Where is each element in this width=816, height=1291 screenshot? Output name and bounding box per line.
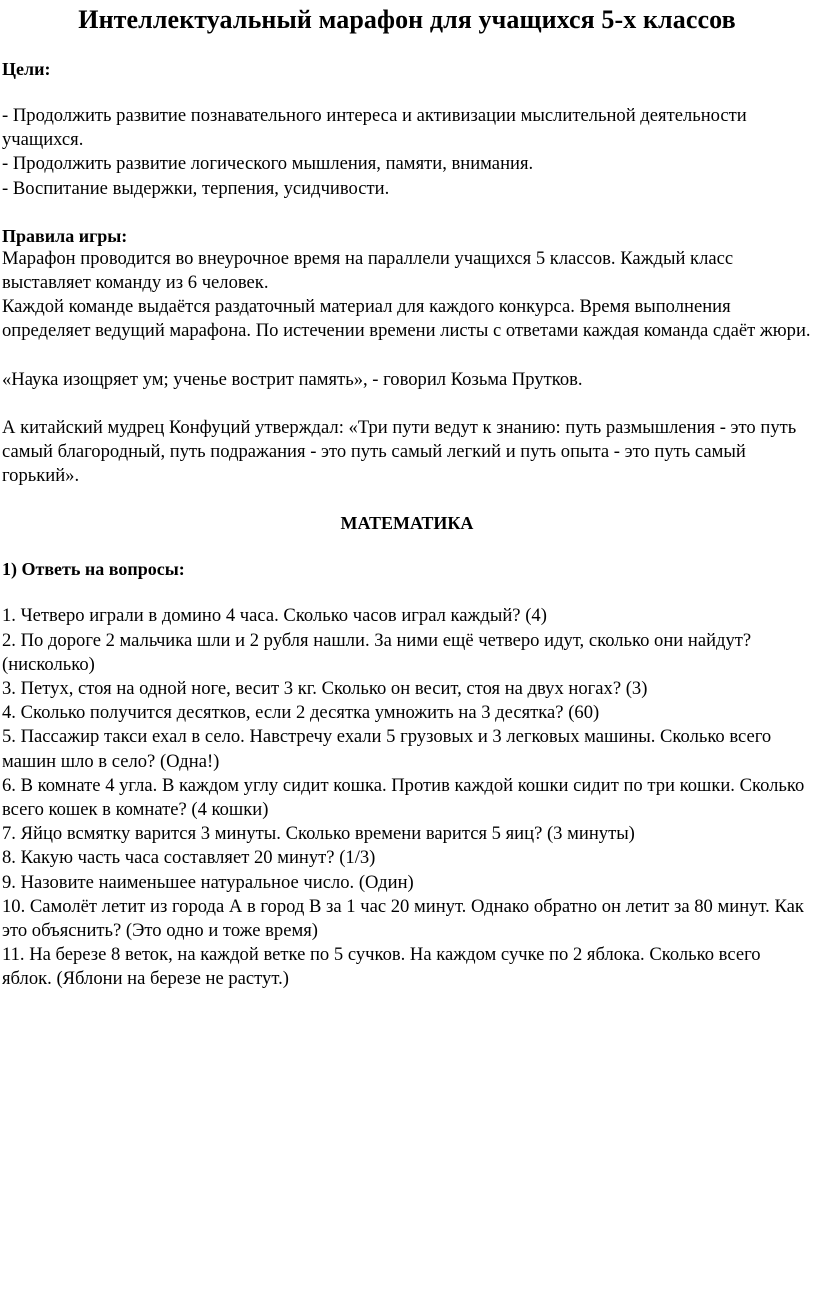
spacer [2, 534, 812, 558]
document-title: Интеллектуальный марафон для учащихся 5-х классов [78, 5, 736, 34]
question-item: 3. Петух, стоя на одной ноге, весит 3 кг. Сколько он весит, стоя на двух ногах? (3) [2, 678, 648, 700]
question-item: 1. Четверо играли в домино 4 часа. Сколько часов играл каждый? (4) [2, 605, 547, 627]
questions-list [2, 604, 812, 991]
quote-confucius: А китайский мудрец Конфуций утверждал: «Три пути ведут к знанию: путь размышления - это путь самый благородный, путь подражания - это путь самый легкий и путь опыта - это путь самый горький». [2, 416, 797, 487]
question-item: 7. Яйцо всмятку варится 3 минуты. Сколько времени варится 5 яиц? (3 минуты) [2, 823, 635, 845]
spacer [2, 344, 812, 368]
quote-prutkov: «Наука изощряет ум; ученье вострит память», - говорил Козьма Прутков. [2, 368, 583, 390]
rules-paragraph: Марафон проводится во внеурочное время на параллели учащихся 5 классов. Каждый класс выставляет команду из 6 человек. [2, 247, 734, 294]
question-item: 5. Пассажир такси ехал в село. Навстречу ехали 5 грузовых и 3 легковых машины. Сколько всего машин шло в село? (Одна!) [2, 726, 772, 772]
question-item: 2. По дороге 2 мальчика шли и 2 рубля нашли. За ними ещё четверо идут, сколько они найдут? (нисколько) [2, 629, 752, 675]
goal-item: - Продолжить развитие логического мышления, памяти, внимания. [2, 153, 534, 175]
spacer [2, 80, 812, 104]
question-item: 6. В комнате 4 угла. В каждом углу сидит кошка. Против каждой кошки сидит по три кошки. Сколько всего кошек в комнате? (4 кошки) [2, 774, 805, 821]
task-heading: 1) Ответь на вопросы: [2, 559, 185, 580]
math-heading: МАТЕМАТИКА [340, 513, 474, 534]
goals-heading: Цели: [2, 59, 51, 79]
spacer [2, 488, 812, 512]
spacer [2, 580, 812, 604]
rules-heading: Правила игры: [2, 225, 128, 246]
question-item: 9. Назовите наименьшее натуральное число. (Один) [2, 871, 414, 893]
goal-item: - Воспитание выдержки, терпения, усидчивости. [2, 177, 390, 199]
goal-item: - Продолжить развитие познавательного интереса и активизации мыслительной деятельности учащихся. [2, 105, 747, 151]
question-item: 11. На березе 8 веток, на каждой ветке по 5 сучков. На каждом сучке по 2 яблока. Сколько всего яблок. (Яблони на березе не растут.) [2, 944, 761, 990]
spacer [2, 201, 812, 225]
question-item: 10. Самолёт летит из города А в город В за 1 час 20 минут. Однако обратно он летит за 80 минут. Как это объяснить? (Это одно и тоже время) [2, 895, 804, 942]
rules-paragraph: Каждой команде выдаётся раздаточный материал для каждого конкурса. Время выполнения определяет ведущий марафона. По истечении времени листы с ответами каждая команда сдаёт жюри. [2, 296, 811, 342]
question-item: 4. Сколько получится десятков, если 2 десятка умножить на 3 десятка? (60) [2, 702, 600, 724]
question-item: 8. Какую часть часа составляет 20 минут? (1/3) [2, 847, 376, 869]
spacer [2, 392, 812, 416]
